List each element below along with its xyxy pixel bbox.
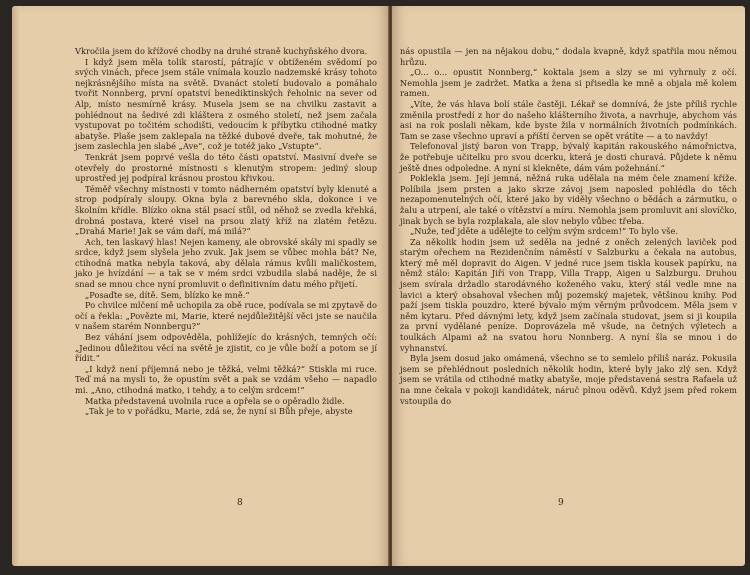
paragraph: Poklekla jsem. Její jemná, něžná ruka udělala na mém čele znamení kříže. Políbila jsem prsten a jako skrze závoj jsem naposled pohlédla do těch nezapomenutelných očí, které jako by viděly všechno o bědách a zármutku, o žalu a utrpení, ale také o vítězství a míru. Nemohla jsem promluvit ani slovíčko, jinak bych se byla rozplakala, ale slov nebylo vůbec třeba.	[400, 173, 737, 226]
open-book-spread	[12, 6, 745, 571]
paragraph: Matka představená uvolnila ruce a opřela se o opěradlo židle.	[85, 395, 345, 406]
paragraph: Telefonoval jistý baron von Trapp, bývalý kapitán rakouského námořnictva, že potřebuje učitelku pro svou dcerku, která je dosti churavá. Půjdete k němu ještě dnes odpoledne. A nyní si klekněte, dám vám požehnání.“	[400, 141, 737, 173]
paragraph: „Posaďte se, dítě. Sem, blízko ke mně.“	[85, 289, 250, 300]
paragraph: Téměř všechny místnosti v tomto nádherném opatství byly klenuté a strop podpíraly sloupy. Okna byla z barevného skla, dokonce i ve školním křídle. Blízko okna stál psací stůl, od něhož se zvedla křehká, drobná postava, které visel na prsou zlatý kříž na zlatém řetězu. „Drahá Marie! Jak se vám daří, má milá?“	[75, 183, 377, 237]
paragraph: Byla jsem dosud jako omámená, všechno se to semlelo příliš naráz. Pokusila jsem se přehlédnout posledních několik hodin, které byly jako zlý sen. Když jsem se vrátila od ctihodné matky abatyše, moje představená sestra Rafaela už na mne čekala v pokoji kandidátek, náruč plnou oděvů. Když jsem před rokem vstoupila do	[400, 353, 737, 406]
paragraph: „Tak je to v pořádku, Marie, zdá se, že nyní si Bůh přeje, abyste	[85, 406, 353, 417]
paragraph: I když jsem měla tolik starostí, pátrajíc v obtíženém svědomí po svých vinách, přece jsem stále vnímala kouzlo nadzemské krásy tohoto nejkrásnějšího místa na světě. Dvanáct století budovalo a pomáhalo tvořit Nonnberg, první opatství benediktinských řeholnic na sever od Alp, místo nesmírně krásy. Musela jsem se na chvilku zastavit a pohlédnout na šedivé zdi kláštera z osmého století, než jsem začala vystupovat po točitém schodišti, vedoucím k příbytku ctihodné matky abatyše. Plaše jsem zaklepala na těžké dubové dveře, tak mohutné, že jsem zaslechla jen slabé „Ave“, což je totéž jako „Vstupte“.	[75, 56, 377, 152]
paragraph: Tenkrát jsem poprvé vešla do této části opatství. Masivní dveře se otevřely do prostorné místnosti s klenutým stropem: jediný sloup uprostřed jej podpíral krásnou prostou křivkou.	[75, 151, 377, 184]
left-page	[12, 6, 389, 566]
paragraph: Vkročila jsem do křížové chodby na druhé straně kuchyňského dvora.	[75, 46, 368, 56]
page-number-left: 8	[237, 498, 243, 508]
paragraph: Po chvilce mlčení mě uchopila za obě ruce, podívala se mi zpytavě do očí a řekla: „Povězte mi, Marie, které nejdůležitější věci jste se naučila v našem starém Nonnbergu?“	[75, 300, 377, 332]
paragraph: nás opustila — jen na nějakou dobu,“ dodala kvapně, když spatřila mou němou hrůzu.	[400, 46, 737, 67]
right-page	[392, 6, 745, 566]
paragraph: Za několik hodin jsem už seděla na jedné z oněch zelených laviček pod starým ořechem na Rezidenčním náměstí v Salzburku a čekala na autobus, který mě měl dopravit do Aigen. V jedné ruce jsem tiskla kousek papírku, na němž stálo: Kapitán Jiří von Trapp, Villa Trapp, Aigen u Salzburgu. Druhou jsem svírala držadlo starodávného koženého vaku, který stál vedle mne na lavici a který obsahoval všechen můj pozemský majetek, většinou knihy. Pod paží jsem tiskla pouzdro, které bývalo mým věrným průvodcem. Měla jsem v něm kytaru. Před dávnými lety, když jsem začínala studovat, jsem si ji koupila za první vydělané peníze. Doprovázela mě všude, na četných výletech a toulkách Alpami až na svatou horu Nonnberg. A nyní šla se mnou i do vyhnanství.	[400, 236, 737, 353]
left-page-text	[75, 46, 377, 417]
paragraph: „Nuže, teď jděte a udělejte to celým svým srdcem!“ To bylo vše.	[410, 226, 679, 237]
right-page-text	[400, 46, 737, 406]
paragraph: „Víte, že vás hlava bolí stále častěji. Lékař se domnívá, že jste příliš rychle změnila prostředí z hor do našeho klášterního života, a navrhuje, abychom vás asi na rok poslali někam, kde byste žila v normálních životních podmínkách. Tam se zase všechno upraví a příští červen se opět vrátíte — a to navždy!	[400, 98, 737, 141]
paragraph: Ach, ten laskavý hlas! Nejen kameny, ale obrovské skály mi spadly se srdce, když jsem slyšela jeho zvuk. Jak jsem se vůbec mohla bát? Ne, ctihodná matka nebyla taková, aby dělala rámus kvůli maličkostem, jako je hvízdání — a tak se v mém srdci vzbudila slabá naděje, že si snad se mnou chce nyní promluvit o definitivním datu mého přijetí.	[75, 236, 377, 290]
paragraph: „I když není příjemná nebo je těžká, velmi těžká?“ Stiskla mi ruce. Teď má na mysli to, že opustím svět a pak se vzdám všeho — napadlo mi. „Ano, ctihodná matko, i tehdy, a to celým srdcem!“	[75, 363, 377, 395]
paragraph: Bez váhání jsem odpověděla, pohlížejíc do krásných, temných očí: „Jedinou důležitou věcí na světě je zjistit, co je vůle boží a potom se jí řídit.“	[75, 332, 377, 364]
page-number-right: 9	[558, 498, 564, 508]
paragraph: „O... o... opustit Nonnberg,“ koktala jsem a slzy se mi vyhrnuly z očí. Nemohla jsem je zadržet. Matka a žena si přisedla ke mně a objala mě kolem ramen.	[400, 67, 737, 99]
